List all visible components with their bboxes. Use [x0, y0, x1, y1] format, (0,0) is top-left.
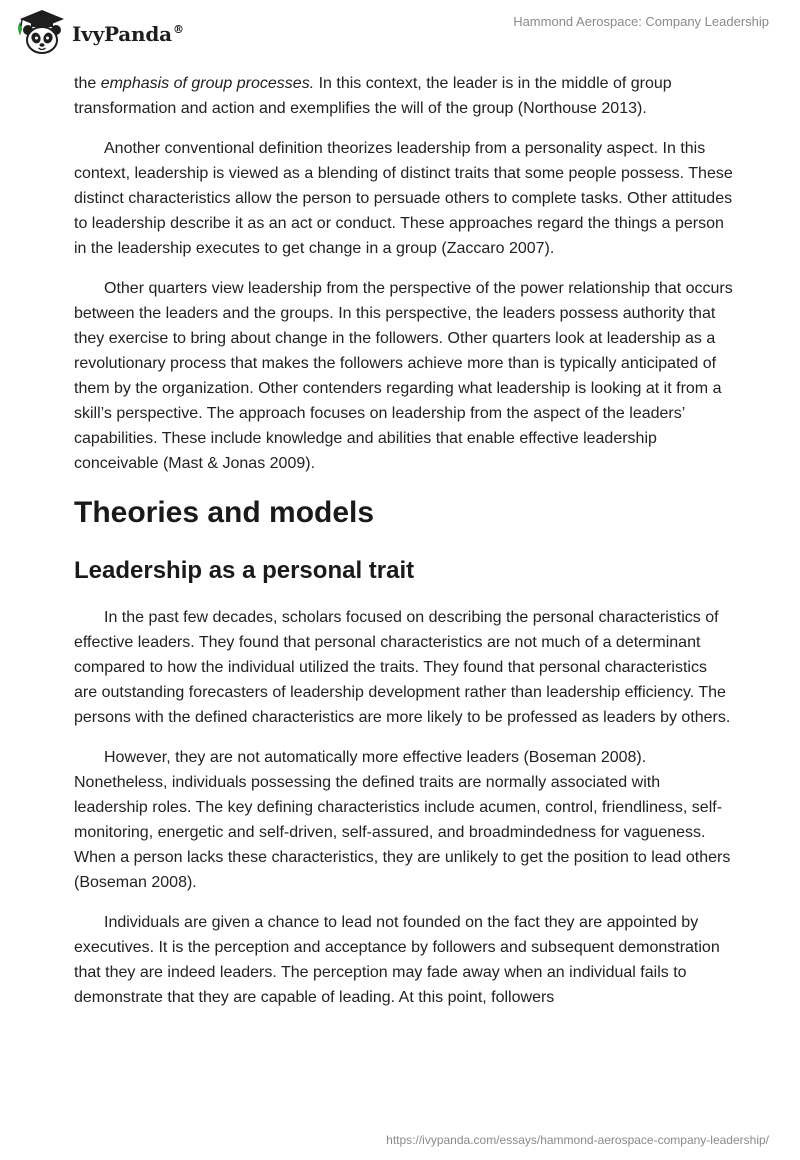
panda-logo-icon [16, 8, 68, 58]
subsection-heading: Leadership as a personal trait [74, 557, 415, 584]
paragraph: Other quarters view leadership from the perspective of the power relationship that occurs between the leaders and the groups. In this perspective, the leaders possess authority that they exercise to bring about change in the followers. Other quarters look at leadership as a revolutionary process that makes the followers achieve more than is typically anticipated of them by the organization. Other contenders regarding what leadership is looking at it from a skill’s perspective. The approach focuses on leadership from the aspect of the leaders’ capabilities. These include knowledge and abilities that enable effective leadership conceivable (Mast & Jonas 2009). [74, 280, 733, 472]
source-url[interactable]: https://ivypanda.com/essays/hammond-aerospace-company-leadership/ [386, 1133, 769, 1147]
essay-content [74, 71, 734, 1025]
paragraph: the emphasis of group processes. In this context, the leader is in the middle of group transformation and action and exemplifies the will of the group (Northouse 2013). [74, 75, 672, 117]
ivypanda-logo[interactable] [16, 8, 184, 58]
paragraph: Another conventional definition theorizes leadership from a personality aspect. In this context, leadership is viewed as a blending of distinct traits that some people possess. These distinct characteristics allow the person to persuade others to complete tasks. Other attitudes to leadership describe it as an act or conduct. These approaches regard the things a person in the leadership executes to get change in a group (Zaccaro 2007). [74, 140, 733, 257]
section-heading: Theories and models [74, 496, 375, 529]
paragraph: In the past few decades, scholars focused on describing the personal characteristics of effective leaders. They found that personal characteristics are not much of a determinant compared to how the individual utilized the traits. They found that personal characteristics are outstanding forecasters of leadership development rather than leadership efficiency. The persons with the defined characteristics are more likely to be professed as leaders by others. [74, 609, 731, 726]
paragraph: However, they are not automatically more effective leaders (Boseman 2008). Nonetheless, individuals possessing the defined traits are normally associated with leadership roles. The key defining characteristics include acumen, control, friendliness, self-monitoring, energetic and self-driven, self-assured, and broadmindedness for vagueness. When a person lacks these characteristics, they are unlikely to get the position to lead others (Boseman 2008). [74, 749, 731, 891]
registered-mark: ® [172, 23, 184, 36]
page-header [0, 0, 800, 60]
document-title: Hammond Aerospace: Company Leadership [513, 14, 769, 29]
emphasis-text: emphasis of group processes. [100, 75, 315, 92]
brand-name: IvyPanda® [72, 22, 184, 46]
paragraph: Individuals are given a chance to lead not founded on the fact they are appointed by executives. It is the perception and acceptance by followers and subsequent demonstration that they are indeed leaders. The perception may fade away when an individual fails to demonstrate that they are capable of leading. At this point, followers [74, 914, 720, 1006]
